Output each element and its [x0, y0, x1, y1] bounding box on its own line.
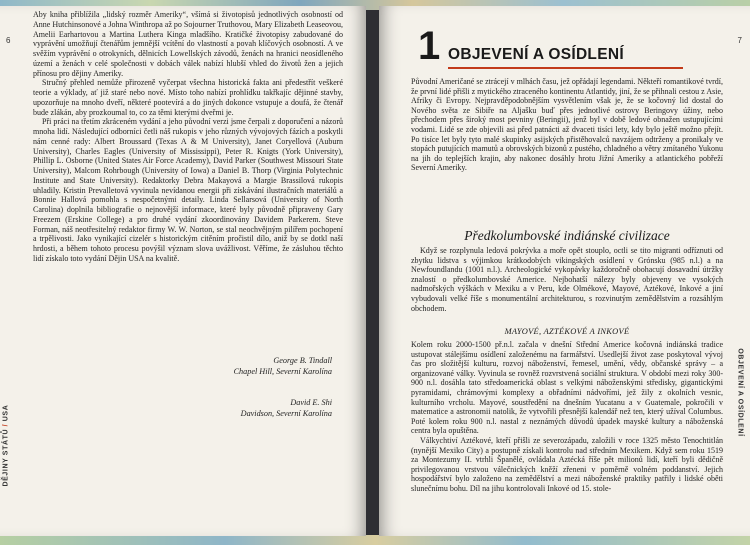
preface-paragraph-2: Stručný přehled nemůže přirozeně vyčerpat všechna historická fakta ani předestřít veškeré teorie a výklady, ať již staré nebo nové. Místo toho nabízí prohlídku takřkajíc dějinné stavby, upozorňuje na mnoho dveří, některé pootevírá a do jiných dokonce vstupuje a doufá, že čtenář bude zlákán, aby prozkoumal to, co za těmi kterými dveřmi je. — [33, 78, 343, 117]
preface-paragraph-3: Při práci na třetím zkráceném vydání a jeho původní verzi jsme čerpali z doporučení a názorů mnoha lidí. Následující odborníci četli náš rukopis v jeho různých vývojových fázích a poskytli nám cenné rady: Albert Broussard (Texas A & M University), Janet Coryellová (Auburn University), Charles Eagles (University of Mississippi), Peter R. Knigts (York University), Phillip L. Osborne (United States Air Force Academy), David Parker (Southwest Missouri State University), Malcom Rohrbough (University of Iowa) a Daniel B. Thorp (Virginia Polytechnic Institute and State University). Redaktorky Debra Makayová a Margie Brassilová rukopis uhladily. Kristin Prevalletová vyvinula nevídanou energii při získávání ilustračních materiálů a Bonnie Hallová pomohla s nespočetnými detaily. Linda Sellarsová (University of North Carolina) doplnila bibliografie o nejnovější informace, které byly původně připraveny Gary Freezem (Erskine College) a pro druhé vydání zkoordinovány Davidem Parkerem. Steve Forman, náš neotřesitelný redaktor firmy W. W. Norton, se stal neochvějným pilířem pochopení a trpělivosti. Jako vynikající cizelér s historickým citěním pročistil dílo, aniž by se dotkl naší hrdosti, a během tohoto procesu povýšil význam slova uvážlivost. Věříme, že zásluhou těchto lidí získalo toto vydání Dějin USA na kvalitě. — [33, 117, 343, 263]
page-number-left: 6 — [6, 36, 11, 45]
chapter-number: 1 — [418, 24, 441, 68]
chapter-heading — [418, 24, 718, 74]
signature-1-place: Chapel Hill, Severní Karolína — [233, 366, 332, 376]
intro-paragraph: Původní Američané se ztrácejí v mlhách času, jež opřádají legendami. Někteří romantikové tvrdí, že první lidé přišli z mytického ztraceného kontinentu Atlantidy, jiní, že se přihnali cestou z Asie, Afriky či Evropy. Nejpravděpodobnějším vysvětlením však je, že se kočovný lid dostal do Nového světa ze Sibiře na Aljašku buď přes jednotlivé ostrovy Beringovy úžiny, nebo přechodem přes široký most pevniny (Beringii), jenž byl v době ledové obnažen ustupujícími vodami. Lidé se zde objevili asi před patnácti až dvaceti tisíci lety, kdy bylo ještě možno přejít. Po tisíce let byly tyto malé skupinky asijských přistěhovalců navzájem odtrženy a pronikaly ve stopách putujících mamutů a obrovských bizonů z pustého, chladného a větry zmítaného Yukonu na jih do teplejších krajin, aby nakonec dosáhly hrotu Jižní Ameriky a atlantického pobřeží Severní Ameriky. — [411, 77, 723, 173]
chapter-title: OBJEVENÍ A OSÍDLENÍ — [448, 46, 624, 63]
spine-label-left — [2, 404, 10, 487]
spine-label-part2: USA — [2, 404, 10, 422]
spine-separator: / — [2, 423, 10, 427]
chapter-intro — [411, 77, 723, 173]
subsection-paragraph-2: Válkychtiví Aztékové, kteří přišli ze severozápadu, založili v roce 1325 město Tenochtitlán (nynější Mexiko City) a postupně získali kontrolu nad středním Mexikem. Když sem roku 1519 za Montezumy II. vtrhli Španělé, ovládala Aztécká říše pět milionů lidí, kteří byli dědičně privilegovanou vrstvou válečnických kněží zřeneni v poměrně volném poddanství. Jejich hospodářství bylo založeno na zemědělství a mezi náboženské praktiky patřily i lidské oběti slunečnímu bohu. Díl na jihu kontrolovali Inkové od 15. stole- — [411, 435, 723, 493]
spine-label-part1: DĚJINY STÁTŮ — [2, 428, 10, 487]
signature-2-place: Davidson, Severní Karolína — [240, 408, 332, 418]
signature-block-1 — [234, 356, 332, 377]
signature-2-name: David E. Shi — [290, 398, 332, 407]
map-edge-bottom — [0, 535, 750, 545]
subsection-title: MAYOVÉ, AZTÉKOVÉ A INKOVÉ — [504, 327, 630, 336]
chapter-title-rule — [448, 67, 683, 69]
preface-paragraph-1: Aby kniha přiblížila „lidský rozměr Ameriky“, všímá si životopisů jednotlivých osobností od Anne Hutchinsonové a Johna Winthropa až po Sojourner Truthovou, Mary Elizabeth Leaseovou, Amelii Earhartovou a Martina Luthera Kinga mladšího. Kratičké životopisy zabudované do vyprávění umožňují čtenářům jemnější vcítění do vlastností a povah klíčových osobností. A ve svěžím vyprávění o otrokyních, dělnicích Lowellských závodů, ženách na hranici neosídleného území a ženách v celé společnosti v dobách válek nabízí hlubší vhled do životů žen a jejich přínosu pro dějiny Ameriky. — [33, 10, 343, 78]
left-page — [0, 6, 366, 536]
spine-label-right: OBJEVENÍ A OSÍDLENÍ — [736, 348, 744, 437]
preface-text — [33, 10, 343, 264]
section-title: Předkolumbovské indiánské civilizace — [464, 228, 670, 243]
subsection-paragraph-1: Kolem roku 2000-1500 př.n.l. začala v dnešní Střední Americe kočovná indiánská tradice ustupovat stálejšímu osídlení založenému na farmářství. Usedlejší život zase poskytoval vývoj čas pro složitější kulturu, rozvoj náboženství, řemesel, umění, vědy, občanské správy – a organizované války. Vyvinula se rovněž rozvrstvená sociální struktura. V období mezi roky 300-900 n.l. dosáhla tato středoamerická oblast s velkými náboženskými středisky, gigantickými pyramidami, chrámovými komplexy a obřadními nádvořími, jež žily z okolních vesnic, kulturního vrcholu. Mayové, soustředění na dnešním Yucatanu a v Guatemale, pokročili v matematice a astronomii natolik, že vytvořili přesnější kalendář než ten, který užíval Columbus. Poté kolem roku 900 n.l. nastal z neznámých důvodů úpadek mayské kultury a náboženská centra byla opuštěna. — [411, 340, 723, 436]
signature-block-2 — [241, 398, 332, 419]
page-number-right: 7 — [737, 36, 742, 45]
section-paragraph: Když se rozplynula ledová pokrývka a moře opět stouplo, octli se tito migranti odříznuti od zbytku lidstva s výjimkou krátkodobých vikingských osídlení v Grónsku (985 n.l.) a na Newfoundlandu (1001 n.l.). Archeologické vykopávky každoročně obohacují dosavadní útržky znalostí o předkolumbovské Americe. Nejbohatší nálezy byly objeveny ve vysokých nadmořských výškách v Mexiku a v Peru, kde Olmékové, Mayové, Aztékové, Inkové a jiní vybudovali velké říše s monumentální architekturou, s rozvinutým zemědělstvím a rozsáhlým obchodem. — [411, 246, 723, 313]
right-page — [379, 6, 750, 536]
section-body — [411, 246, 723, 313]
subsection-body — [411, 340, 723, 494]
signature-1-name: George B. Tindall — [273, 356, 332, 365]
